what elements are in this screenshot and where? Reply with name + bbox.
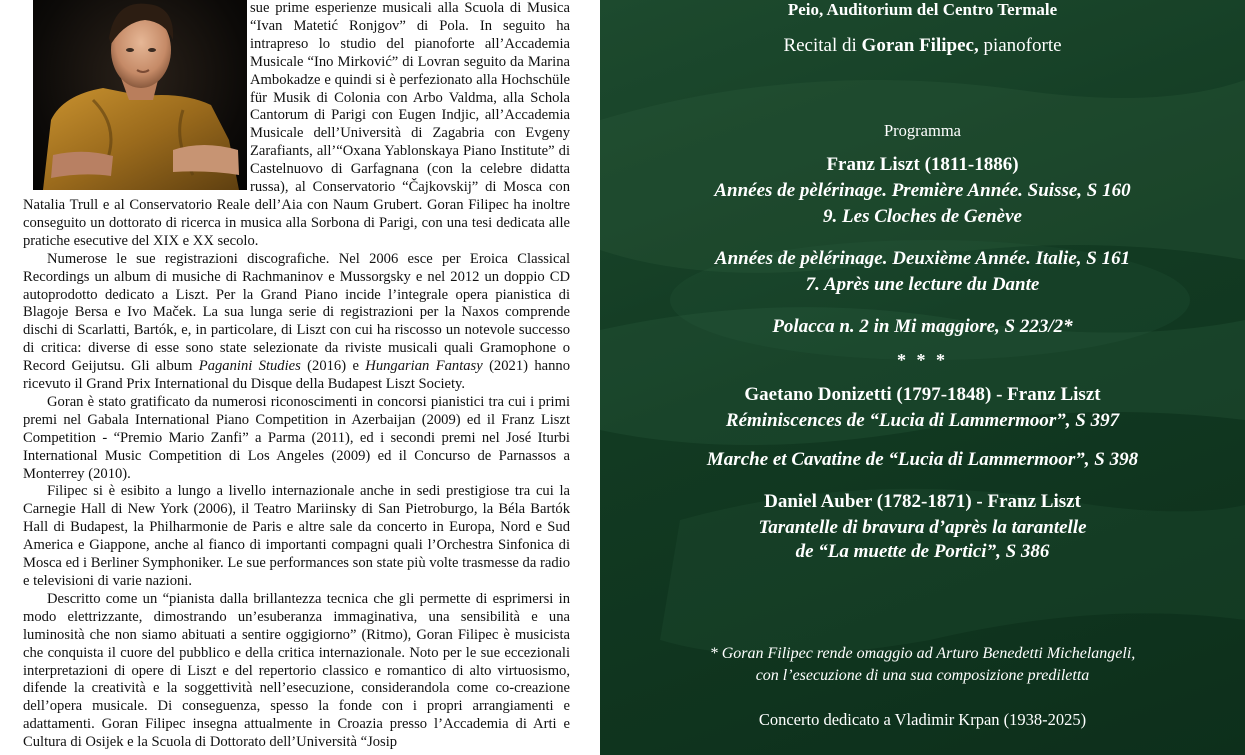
work-title: 9. Les Cloches de Genève xyxy=(823,206,1022,227)
pianist-portrait-photo xyxy=(33,0,247,190)
work-title: Marche et Cavatine de “Lucia di Lammermoor”, S 398 xyxy=(706,449,1139,470)
programme-page xyxy=(600,0,1245,755)
album-title: Hungarian Fantasy xyxy=(365,358,483,375)
work-title: Années de pèlérinage. Première Année. Suisse, S 160 xyxy=(714,180,1131,201)
piano-background-image xyxy=(600,0,1245,755)
album-title: Paganini Studies xyxy=(198,358,301,375)
work-title: 7. Après une lecture du Dante xyxy=(805,274,1040,295)
bio-paragraph-studies: sue prime esperienze musicali alla Scuola di Musica “Ivan Matetić Ronjgov” di Pola. In seguito ha intrapreso lo studio del pianoforte all’Accademia Musicale “Ino Mirković” di Lovran seguito da Marina Ambokadze e quindi si è perfezionato alla Hochschüle für Musik di Colonia con Arbo Valdma, alla Schola Cantorum di Parigi con Eugen Indjic, all’Accademia Musicale dell’Università di Zagabria con Evgeny Zarafiants, all’“Oxana Yablonskaya Piano Institute” di Castelnuovo di Garfagnana (con la celebre didatta russa), al Conservatorio “Čajkovskij” di Mosca con Natalia Trull e al Conservatorio Reale dell’Aia con Naum Grubert. Goran Filipec ha inoltre conseguito un dottorato di ricerca in musica alla Sorbona di Parigi, con una tesi dedicata alle pratiche esecutive del XIX e XX secolo. xyxy=(23,0,570,249)
composer-heading: Franz Liszt (1811-1886) xyxy=(826,154,1019,175)
footnote: * Goran Filipec rende omaggio ad Arturo Benedetti Michelangeli, xyxy=(709,645,1136,662)
performer-name: Goran Filipec, xyxy=(861,35,979,56)
bio-paragraph-recordings: Numerose le sue registrazioni discografiche. Nel 2006 esce per Eroica Classical Recordings un album di musiche di Rachmaninov e Mussorgsky e nel 2012 un doppio CD autoprodotto dedicato a Liszt. Per la Grand Piano incide l’integrale opera pianistica di Blagoje Bersa e Ivo Maček. La sua lunga serie di registrazioni per la Naxos comprende dischi di Scarlatti, Bartók, e, in particolare, di Liszt con cui ha riscosso un notevole successo di critica: diverse di esse sono state selezionate da riviste musicali quali Gramophone o Record Geijutsu. Gli album Paganini Studies (2016) e Hungarian Fantasy (2021) hanno ricevuto il Grand Prix International du Disque della Budapest Liszt Society. xyxy=(23,250,570,393)
work-title: Réminiscences de “Lucia di Lammermoor”, S 397 xyxy=(725,410,1120,431)
biography-page xyxy=(0,0,600,755)
composer-heading: Gaetano Donizetti (1797-1848) - Franz Liszt xyxy=(744,384,1101,405)
work-title: Tarantelle di bravura d’après la tarantelle xyxy=(758,517,1087,538)
work-title: Polacca n. 2 in Mi maggiore, S 223/2* xyxy=(772,316,1073,337)
bio-paragraph-critique: Descritto come un “pianista dalla brillantezza tecnica che gli permette di esprimersi in modo elettrizzante, dimostrando un’esuberanza immaginativa, una sensibilità e una luminosità che non siamo abituati a sentire oggigiorno” (Ritmo), Goran Filipec è musicista che conquista il cuore del pubblico e della critica internazionale. Noto per le sue eccezionali interpretazioni di opere di Liszt e del repertorio classico e romantico di alto virtuosismo, difende la creatività e la soggettività nell’esecuzione, considerandola come co-creazione dell’opera musicale. Di conseguenza, spesso la fonde con i propri arrangiamenti e adattamenti. Goran Filipec insegna attualmente in Croazia presso l’Accademia di Arti e Cultura di Osijek e la Scuola di Dottorato dell’Università “Josip xyxy=(23,590,570,751)
work-title: de “La muette de Portici”, S 386 xyxy=(795,541,1050,562)
composer-heading: Daniel Auber (1782-1871) - Franz Liszt xyxy=(764,491,1081,512)
venue-title: Peio, Auditorium del Centro Termale xyxy=(787,0,1058,19)
work-title: Années de pèlérinage. Deuxième Année. Italie, S 161 xyxy=(714,248,1131,269)
programme-heading: Programma xyxy=(884,121,961,140)
bio-paragraph-performances: Filipec si è esibito a lungo a livello internazionale anche in sedi prestigiose tra cui la Carnegie Hall di New York (2006), il Teatro Mariinsky di San Pietroburgo, la Béla Bartók Hall di Budapest, la Philharmonie de Paris e altre sale da concerto in Europa, Nord e Sud America e Giappone, anche al fianco di importanti compagni quali l’Orchestra Sinfonica di Mosca ed i Berliner Symphoniker. Le sue performances son state più volte trasmesse da radio e televisioni di varie nazioni. xyxy=(23,483,570,589)
dedication-line: Concerto dedicato a Vladimir Krpan (1938-2025) xyxy=(758,710,1087,729)
bio-paragraph-awards: Goran è stato gratificato da numerosi riconoscimenti in concorsi pianistici tra cui i primi premi nel Gabala International Piano Competition in Azerbaijan (2009) ed il Franz Liszt Competition - “Premio Mario Zanfi” a Parma (2011), ed i secondi premi nel José Iturbi International Music Competition di Los Angeles (2009) ed il Concurso de Parnassos a Monterrey (2010). xyxy=(23,393,570,482)
section-separator: * * * xyxy=(897,350,948,370)
recital-line: Recital di Goran Filipec, pianoforte xyxy=(783,35,1062,56)
footnote: con l’esecuzione di una sua composizione prediletta xyxy=(755,667,1090,684)
